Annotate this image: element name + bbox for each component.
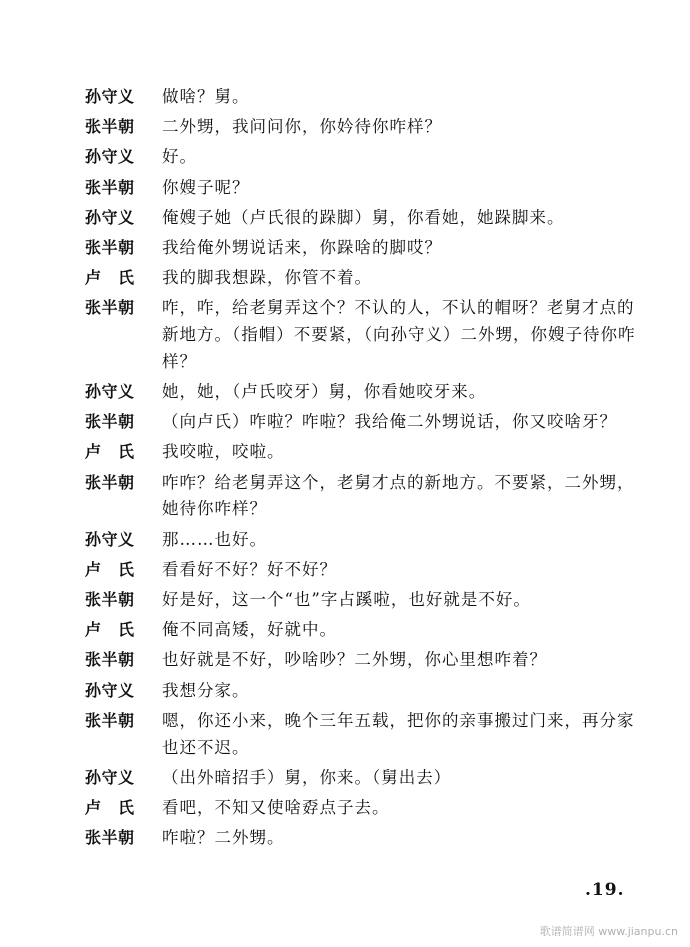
speaker-name: 卢 氏 [85,268,135,288]
dialogue-line [85,587,645,614]
dialogue-line [85,114,645,141]
speech-text: 做啥？舅。 [162,87,250,106]
speaker-name: 孙守义 [85,147,135,167]
dialogue-line [85,265,645,292]
speaker-name: 孙守义 [85,680,135,700]
speaker-name: 卢 氏 [85,620,135,640]
speaker-name: 孙守义 [85,529,135,549]
speech-text: 看吧，不知又使啥孬点子去。 [162,797,390,817]
speech-text: 咋咋？给老舅弄这个，老舅才点的新地方。不要紧，二外甥，她待你咋样？ [162,472,635,519]
speech-text: 我的脚我想跺，你管不着。 [162,268,372,288]
speaker-name: 张半朝 [85,828,135,848]
dialogue-line [85,235,645,262]
speech-text: 她，她，（卢氏咬牙）舅，你看她咬牙来。 [162,382,487,402]
dialogue-line [85,205,645,232]
dialogue-block [85,84,645,855]
dialogue-line [85,439,645,466]
dialogue-line [85,527,645,554]
speaker-name: 孙守义 [85,382,135,402]
dialogue-line [85,678,645,705]
dialogue-line [85,84,645,111]
speech-text: 也好就是不好，吵啥吵？二外甥，你心里想咋着？ [162,650,547,670]
speaker-name: 张半朝 [85,412,135,432]
dialogue-line [85,825,645,852]
speaker-name: 张半朝 [85,710,135,730]
dialogue-line [85,175,645,202]
speech-text: 俺嫂子她（卢氏很的跺脚）舅，你看她，她跺脚来。 [162,207,565,227]
speech-text: 好是好，这一个“也”字占蹊啦，也好就是不好。 [162,590,531,610]
watermark: 歌谱简谱网 www.jianpu.cn [539,925,678,938]
speech-text: 你嫂子呢？ [162,177,250,197]
speech-text: 我想分家。 [162,680,250,700]
speech-text: （向卢氏）咋啦？咋啦？我给俺二外甥说话，你又咬啥牙？ [162,412,617,432]
speech-text: 我给俺外甥说话来，你跺啥的脚哎？ [162,237,442,257]
dialogue-line [85,470,645,524]
speaker-name: 张半朝 [85,650,135,670]
speech-text: 咋啦？二外甥。 [162,828,285,848]
speech-text: 我咬啦，咬啦。 [162,442,285,462]
speaker-name: 孙守义 [85,207,135,227]
speech-text: 那……也好。 [162,529,267,549]
dialogue-line [85,379,645,406]
speech-text: 好。 [162,147,197,167]
dialogue-line [85,409,645,436]
dialogue-line [85,765,645,792]
speech-text: 看看好不好？好不好？ [162,559,337,579]
speech-text: 二外甥，我问问你，你妗待你咋样？ [162,117,442,137]
speaker-name: 张半朝 [85,298,135,318]
dialogue-line [85,617,645,644]
dialogue-line [85,144,645,171]
speaker-name: 张半朝 [85,117,135,137]
speech-text: 咋，咋，给老舅弄这个？不认的人，不认的帽呀？老舅才点的新地方。（指帽）不要紧，（向孙守义）二外甥，你嫂子待你咋样？ [162,298,636,371]
speech-text: 俺不同高矮，好就中。 [162,620,337,640]
dialogue-line [85,557,645,584]
speaker-name: 卢 氏 [85,797,135,817]
dialogue-line [85,295,645,375]
speech-text: （出外暗招手）舅，你来。（舅出去） [162,767,452,787]
dialogue-line [85,708,645,762]
speech-text: 嗯，你还小来，晚个三年五载，把你的亲事搬过门来，再分家也还不迟。 [162,710,635,757]
dialogue-line [85,795,645,822]
dialogue-line [85,647,645,674]
speaker-name: 张半朝 [85,237,135,257]
speaker-name: 张半朝 [85,472,135,492]
speaker-name: 卢 氏 [85,442,135,462]
speaker-name: 张半朝 [85,590,135,610]
speaker-name: 卢 氏 [85,559,135,579]
speaker-name: 孙守义 [85,87,135,106]
speaker-name: 孙守义 [85,767,135,787]
speaker-name: 张半朝 [85,177,135,197]
page-number: .19. [585,880,625,900]
